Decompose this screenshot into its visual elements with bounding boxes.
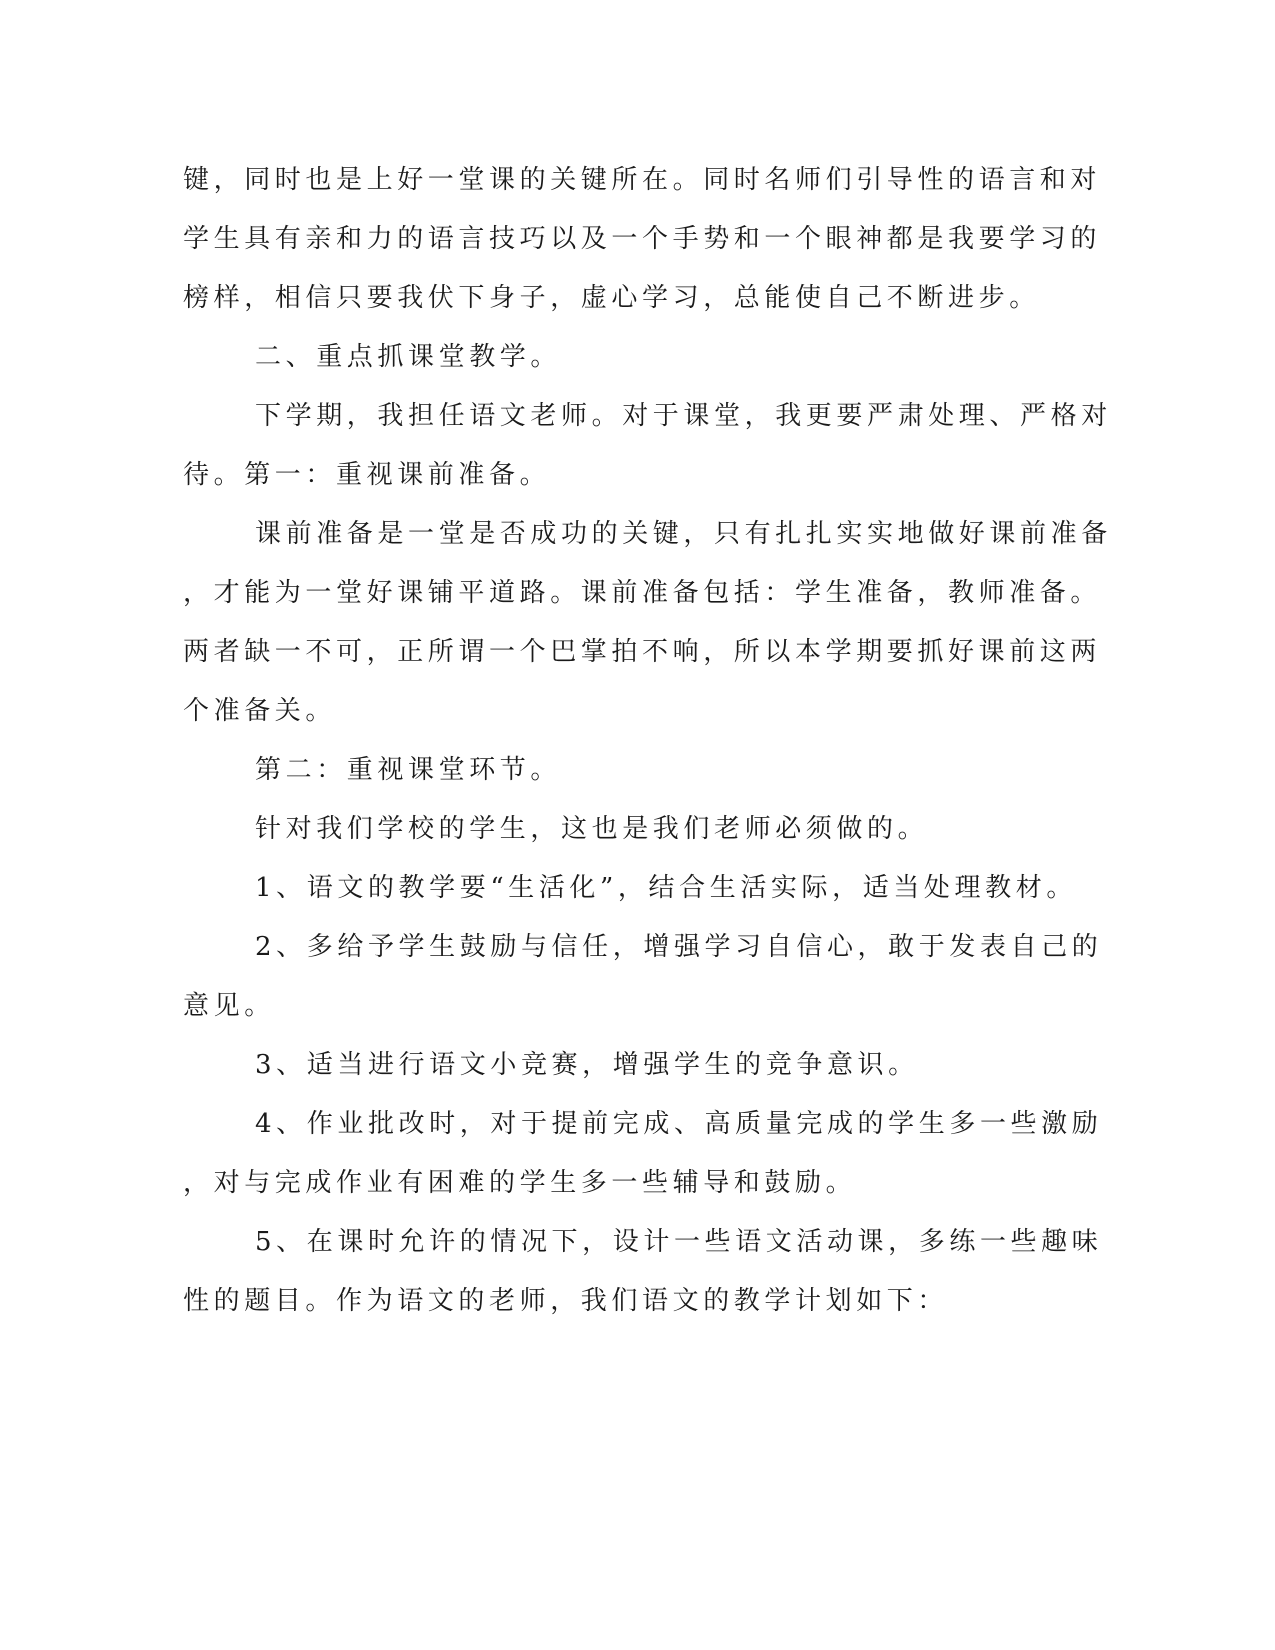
text-line: 个准备关。 xyxy=(183,696,337,726)
text-line: 键，同时也是上好一堂课的关键所在。同时名师们引导性的语言和对 xyxy=(183,165,1102,195)
text-line: ，对与完成作业有困难的学生多一些辅导和鼓励。 xyxy=(183,1168,857,1198)
text-line: 意见。 xyxy=(183,991,275,1021)
text-line: 下学期，我担任语文老师。对于课堂，我更要严肃处理、严格对 xyxy=(255,401,1112,431)
text-line: ，才能为一堂好课铺平道路。课前准备包括：学生准备，教师准备。 xyxy=(183,578,1102,608)
list-item: 3、适当进行语文小竞赛，增强学生的竞争意识。 xyxy=(255,1050,919,1080)
text-line: 性的题目。作为语文的老师，我们语文的教学计划如下： xyxy=(183,1286,949,1316)
section-heading: 二、重点抓课堂教学。 xyxy=(255,342,562,372)
list-item: 2、多给予学生鼓励与信任，增强学习自信心，敢于发表自己的 xyxy=(255,932,1103,962)
text-line: 学生具有亲和力的语言技巧以及一个手势和一个眼神都是我要学习的 xyxy=(183,224,1102,254)
text-line: 榜样，相信只要我伏下身子，虚心学习，总能使自己不断进步。 xyxy=(183,283,1040,313)
list-item: 4、作业批改时，对于提前完成、高质量完成的学生多一些激励 xyxy=(255,1109,1103,1139)
section-heading: 第二：重视课堂环节。 xyxy=(255,755,562,785)
text-line: 课前准备是一堂是否成功的关键，只有扎扎实实地做好课前准备 xyxy=(255,519,1112,549)
text-line: 待。第一：重视课前准备。 xyxy=(183,460,551,490)
list-item: 1、语文的教学要“生活化”，结合生活实际，适当处理教材。 xyxy=(255,873,1077,903)
list-item: 5、在课时允许的情况下，设计一些语文活动课，多练一些趣味 xyxy=(255,1227,1103,1257)
text-line: 两者缺一不可，正所谓一个巴掌拍不响，所以本学期要抓好课前这两 xyxy=(183,637,1102,667)
text-line: 针对我们学校的学生，这也是我们老师必须做的。 xyxy=(255,814,929,844)
